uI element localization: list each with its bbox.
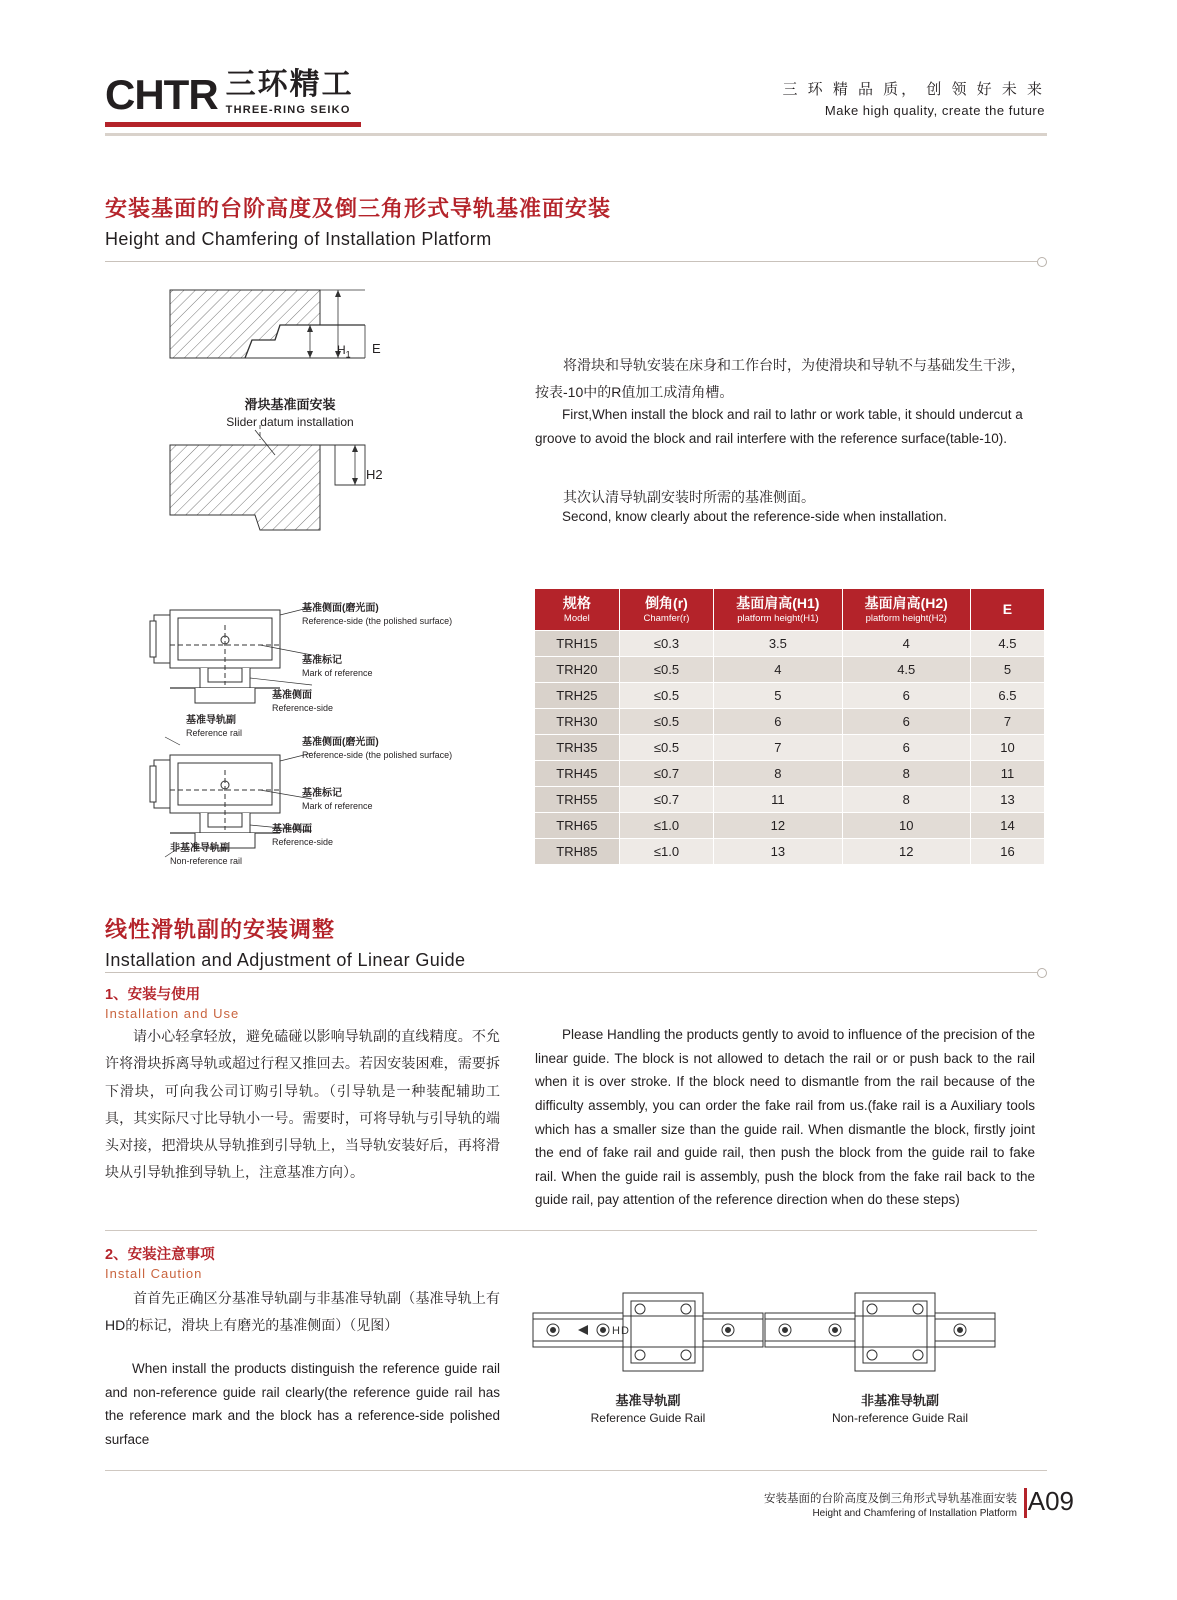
label-reference-rail [186,715,242,739]
cell-h1: 8 [714,761,842,787]
table-row [535,683,1045,709]
figure3-right-caption [790,1392,1010,1427]
figure1-caption-en: Slider datum installation [226,415,354,430]
cell-model: TRH85 [535,839,620,865]
label-cn: 基准侧面(磨光面) [302,737,379,748]
cell-h1: 5 [714,683,842,709]
label-cn: 基准标记 [302,788,342,799]
figure1-caption [180,396,400,431]
cell-chamfer: ≤0.7 [619,761,713,787]
page-number-bar [1024,1488,1027,1518]
cell-chamfer: ≤0.5 [619,683,713,709]
header-divider [105,133,1047,136]
footer-divider [105,1470,1047,1471]
cell-e: 16 [970,839,1044,865]
label-cn: 基准侧面 [272,824,312,835]
logo-mark-ch: CHTR [105,71,218,118]
cell-e: 11 [970,761,1044,787]
cell-h2: 6 [842,709,970,735]
table-row [535,631,1045,657]
label-reference-side-polished-1 [302,603,452,627]
cell-h2: 8 [842,761,970,787]
cell-h2: 12 [842,839,970,865]
subsection1-heading-en: Installation and Use [105,1006,240,1021]
figure-dim-h2: H2 [366,467,383,482]
label-reference-side-2 [272,824,333,848]
figure3-left-caption [548,1392,748,1427]
subsection2-text-cn: 首首先正确区分基准导轨副与非基准导轨副（基准导轨上有HD的标记，滑块上有磨光的基准侧面）（见图） [105,1290,500,1334]
section1-title-cn: 安装基面的台阶高度及倒三角形式导轨基准面安装 [105,196,612,221]
cell-chamfer: ≤1.0 [619,839,713,865]
section1-rule [105,261,1037,262]
cell-h1: 6 [714,709,842,735]
figure3-right-caption-en: Non-reference Guide Rail [831,1411,969,1426]
footer-text [764,1490,1017,1519]
cell-h2: 4 [842,631,970,657]
table-row [535,839,1045,865]
cell-chamfer: ≤0.3 [619,631,713,657]
logo-chinese-name: 三环精工 [225,68,354,101]
cell-h1: 4 [714,657,842,683]
figure-dim-e: E [372,341,381,356]
table-row [535,813,1045,839]
svg-text:H: H [612,1325,620,1337]
label-en: Mark of reference [302,800,373,811]
cell-model: TRH65 [535,813,620,839]
table-header-row [535,589,1045,631]
table-row [535,761,1045,787]
logo-mark-text [105,71,218,118]
subsection-divider [105,1230,1037,1231]
th-e: E [970,589,1044,631]
table-row [535,735,1045,761]
cell-model: TRH20 [535,657,620,683]
section1-title [105,192,611,250]
dim-h1-sub: 1 [345,349,351,360]
label-cn: 非基准导轨副 [170,843,230,854]
table-row [535,657,1045,683]
section1-para2-cn: 其次认清导轨副安装时所需的基准侧面。 [563,489,815,505]
cell-chamfer: ≤0.7 [619,787,713,813]
label-en: Reference-side [272,702,334,713]
figure-non-reference-guide-rail [760,1283,1000,1383]
cell-model: TRH30 [535,709,620,735]
cell-h1: 7 [714,735,842,761]
figure-reference-guide-rail [528,1283,768,1383]
subsection2-heading-en: Install Caution [105,1266,203,1281]
section2-title-cn: 线性滑轨副的安装调整 [105,917,336,942]
cell-h2: 6 [842,735,970,761]
cell-chamfer: ≤0.5 [619,709,713,735]
section2-title [105,913,465,971]
footer-cn: 安装基面的台阶高度及倒三角形式导轨基准面安装 [764,1493,1017,1505]
cell-h1: 13 [714,839,842,865]
cell-e: 13 [970,787,1044,813]
th-chamfer: 倒角(r) Chamfer(r) [619,589,713,631]
label-non-reference-rail [170,843,242,867]
subsection2-text-en: When install the products distinguish the reference guide rail and non-reference guide rail clearly(the reference guide rail has the reference mark and the block has a reference-side polished surface [105,1361,500,1447]
cell-model: TRH45 [535,761,620,787]
slogan-chinese: 三 环 精 品 质， 创 领 好 未 来 [782,81,1045,98]
label-en: Reference-side [272,836,334,847]
cell-h1: 3.5 [714,631,842,657]
logo-underline [105,122,361,127]
cell-chamfer: ≤1.0 [619,813,713,839]
svg-text:D: D [621,1325,629,1337]
subsection1-text-en: Please Handling the products gently to avoid to influence of the precision of the linear guide. The block is not allowed to detach the rail or or push back to the rail when it is over stroke. If the block need to dismantle from the rail because of the difficulty assembly, you can order the fake rail from us.(fake rail is a Auxiliary tools which has a smaller size than the guide rail. When dismantle the block, firstly joint the end of fake rail and guide rail, then push the block from the guide rail to fake rail. When the guide rail is assembly, push the block from the fake rail back to the guide rail, pay attention of the reference direction when do these steps) [535,1027,1035,1208]
logo-english-name: THREE-RING SEIKO [225,104,351,116]
section1-para1-cn: 将滑块和导轨安装在床身和工作台时，为使滑块和导轨不与基础发生干涉，按表-10中的R值加工成清角槽。 [535,357,1025,401]
cell-chamfer: ≤0.5 [619,657,713,683]
cell-h2: 6 [842,683,970,709]
page-header [105,60,1045,140]
subsection1-heading-cn: 1、安装与使用 [105,987,201,1003]
section1-para2-en: Second, know clearly about the reference-side when installation. [562,509,947,524]
cell-e: 10 [970,735,1044,761]
page-number: A09 [1027,1486,1074,1516]
dim-h1-label: H [337,343,346,357]
cell-e: 14 [970,813,1044,839]
label-cn: 基准侧面(磨光面) [302,603,379,614]
spec-table [534,588,1045,865]
label-en: Non-reference rail [170,855,243,866]
table-row [535,787,1045,813]
table-row [535,709,1045,735]
cell-h2: 10 [842,813,970,839]
label-en: Reference-side (the polished surface) [302,615,453,626]
cell-e: 5 [970,657,1044,683]
label-mark-of-reference-1 [302,655,373,679]
logo-chinese-block [226,70,354,116]
slogan-english: Make high quality, create the future [824,103,1045,118]
cell-e: 4.5 [970,631,1044,657]
label-cn: 基准侧面 [272,690,312,701]
table-body [535,631,1045,865]
cell-model: TRH25 [535,683,620,709]
cell-h1: 11 [714,787,842,813]
figure-dim-h1 [337,343,351,359]
figure3-right-caption-cn: 非基准导轨副 [860,1393,939,1408]
subsection1-text-cn: 请小心轻拿轻放，避免磕碰以影响导轨副的直线精度。不允许将滑块拆离导轨或超过行程又推回去。若因安装困难，需要拆下滑块，可向我公司订购引导轨。（引导轨是一种装配辅助工具，其实际尺寸比导轨小一号。需要时，可将导轨与引导轨的端头对接，把滑块从导轨推到引导轨上，当导轨安装好后，再将滑块从引导轨推到导轨上，注意基准方向）。 [105,1028,500,1181]
section2-title-en: Installation and Adjustment of Linear Guide [105,950,466,970]
cell-model: TRH35 [535,735,620,761]
cell-e: 7 [970,709,1044,735]
company-logo [105,70,354,116]
label-en: Reference rail [186,727,243,738]
header-slogan [782,78,1045,118]
cell-h2: 8 [842,787,970,813]
cell-model: TRH15 [535,631,620,657]
subsection1-heading [105,983,239,1021]
label-cn: 基准标记 [302,655,342,666]
th-h1: 基面肩高(H1) platform height(H1) [714,589,842,631]
footer-en: Height and Chamfering of Installation Platform [812,1508,1017,1519]
section2-rule [105,972,1037,973]
label-mark-of-reference-2 [302,788,373,812]
subsection2-heading-cn: 2、安装注意事项 [105,1247,215,1263]
cell-h2: 4.5 [842,657,970,683]
cell-chamfer: ≤0.5 [619,735,713,761]
label-cn: 基准导轨副 [186,715,236,726]
th-model: 规格 Model [535,589,620,631]
cell-e: 6.5 [970,683,1044,709]
cell-model: TRH55 [535,787,620,813]
label-reference-side-1 [272,690,333,714]
subsection2-heading [105,1243,215,1281]
figure3-left-caption-en: Reference Guide Rail [590,1411,706,1426]
section1-para1-en: First,When install the block and rail to lathr or work table, it should undercut a groove to avoid the block and rail interfere with the reference surface(table-10). [535,407,1023,446]
label-en: Reference-side (the polished surface) [302,749,453,760]
label-reference-side-polished-2 [302,737,452,761]
cell-h1: 12 [714,813,842,839]
label-en: Mark of reference [302,667,373,678]
figure1-caption-cn: 滑块基准面安装 [244,397,336,412]
figure3-left-caption-cn: 基准导轨副 [615,1393,681,1408]
th-h2: 基面肩高(H2) platform height(H2) [842,589,970,631]
section1-title-en: Height and Chamfering of Installation Platform [105,229,492,249]
